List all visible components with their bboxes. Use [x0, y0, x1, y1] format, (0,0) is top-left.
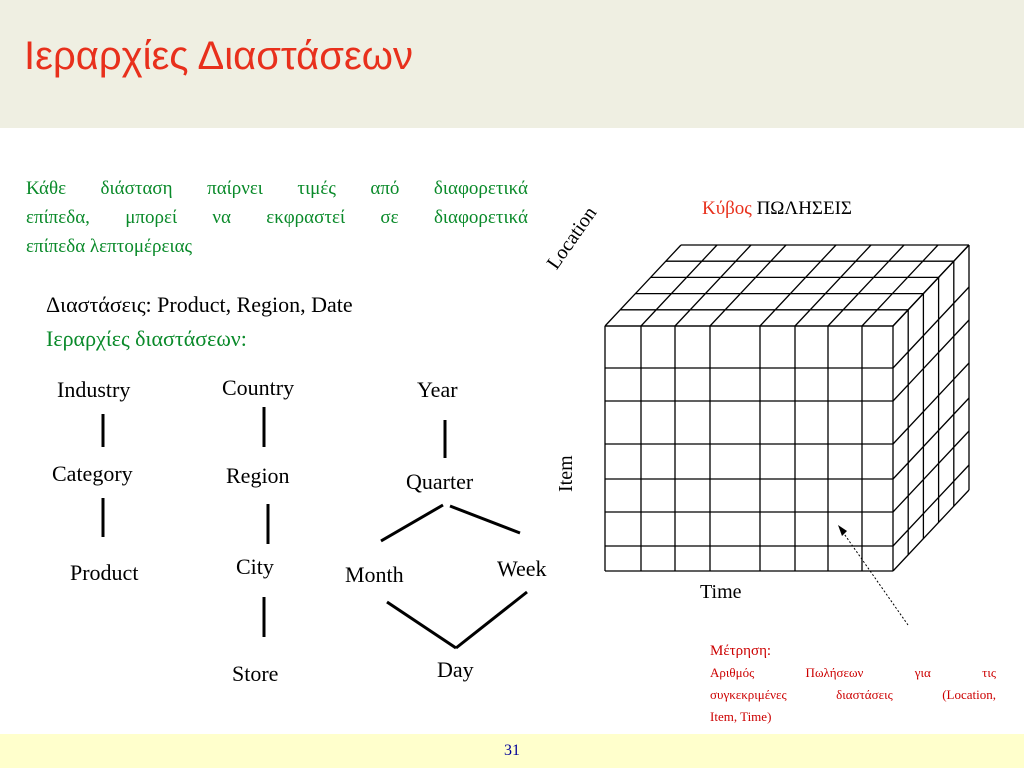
edge-quarter-month	[381, 505, 443, 541]
cube-grid-line	[893, 398, 969, 479]
cube-grid-line	[893, 431, 969, 512]
cube-grid-line	[862, 245, 938, 326]
cube-title-name: ΠΩΛΗΣΕΙΣ	[756, 198, 852, 219]
node-product: Product	[70, 560, 139, 585]
node-country: Country	[222, 375, 295, 400]
cube-grid-line	[893, 363, 969, 444]
measure-pointer-arrow	[840, 528, 908, 625]
cube-grid-line	[675, 245, 751, 326]
node-week: Week	[497, 556, 547, 581]
page-number: 31	[504, 742, 520, 759]
cube-grid-line	[795, 245, 871, 326]
measure-label: Μέτρηση:	[710, 643, 772, 659]
edge-week-day	[456, 592, 527, 648]
node-city: City	[236, 554, 274, 579]
dimensions-line: Διαστάσεις: Product, Region, Date	[46, 292, 353, 317]
cube-grid-line	[641, 245, 717, 326]
node-store: Store	[232, 661, 279, 686]
node-month: Month	[345, 562, 404, 587]
cube-grid-line	[893, 320, 969, 401]
cube-grid-line	[893, 287, 969, 368]
cube-grid-line	[893, 490, 969, 571]
measure-annotation	[710, 640, 996, 728]
axis-label-item: Item	[555, 455, 577, 492]
cube-grid-line	[893, 465, 969, 546]
measure-pointer-arrowhead	[838, 525, 847, 536]
axis-label-time: Time	[700, 581, 742, 603]
cube-grid	[605, 245, 969, 571]
node-category: Category	[52, 461, 133, 486]
measure-text: Αριθμός Πωλήσεων για τις	[710, 665, 996, 680]
intro-line: επίπεδα, μπορεί να εκφραστεί σε διαφορετικά	[26, 207, 528, 228]
slide-title: Ιεραρχίες Διαστάσεων	[24, 34, 414, 78]
axis-label-location: Location	[542, 202, 602, 274]
slide-footer-band	[0, 734, 1024, 768]
node-day: Day	[437, 657, 474, 682]
cube-grid-line	[710, 245, 786, 326]
node-quarter: Quarter	[406, 469, 474, 494]
measure-text: συγκεκριμένες διαστάσεις (Location,	[710, 687, 996, 702]
cube-grid-line	[760, 245, 836, 326]
edge-month-day	[387, 602, 456, 648]
cube-title	[702, 198, 852, 220]
cube-grid-line	[828, 245, 904, 326]
intro-line: επίπεδα λεπτομέρειας	[26, 236, 193, 257]
hierarchies-heading: Ιεραρχίες διαστάσεων:	[46, 326, 247, 351]
intro-line: Κάθε διάσταση παίρνει τιμές από διαφορετικά	[26, 178, 528, 199]
edge-quarter-week	[450, 506, 520, 533]
node-year: Year	[417, 377, 458, 402]
cube-title-prefix: Κύβος	[702, 198, 752, 219]
cube-grid-line	[605, 245, 681, 326]
cube-grid-line	[893, 245, 969, 326]
node-industry: Industry	[57, 377, 131, 402]
measure-text: Item, Time)	[710, 709, 772, 724]
node-region: Region	[226, 463, 290, 488]
